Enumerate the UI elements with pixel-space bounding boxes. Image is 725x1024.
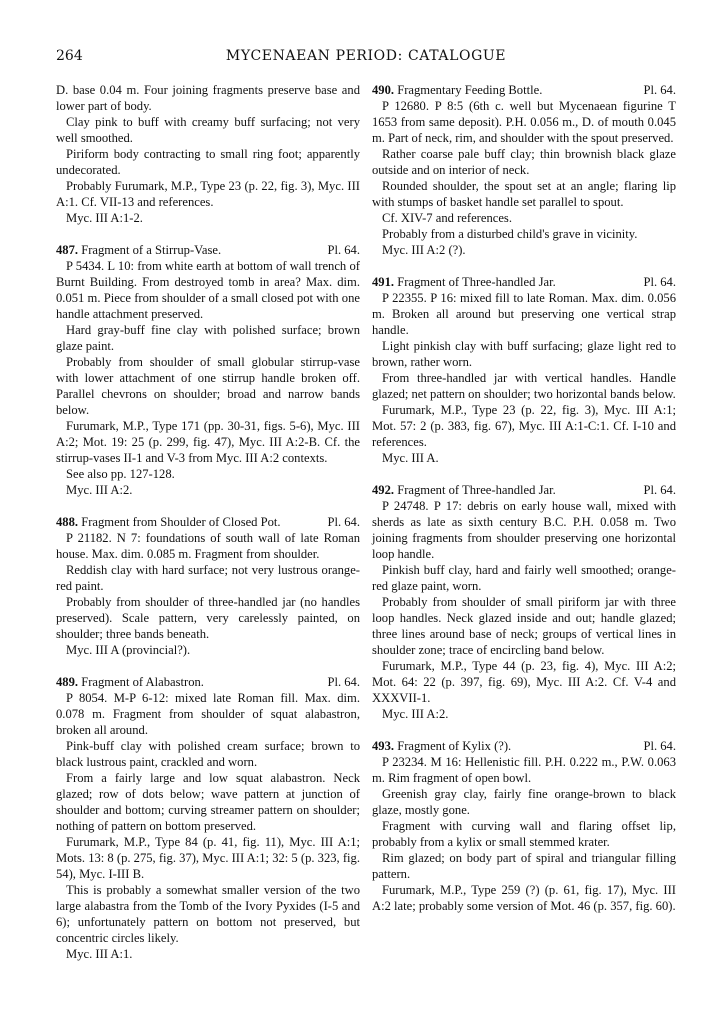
entry-heading	[372, 82, 676, 98]
entry-paragraph: Rather coarse pale buff clay; thin brownish black glaze outside and on interior of neck.	[372, 147, 676, 177]
entry-paragraph: Furumark, M.P., Type 171 (pp. 30-31, figs. 5-6), Myc. III A:2; Mot. 19: 25 (p. 299, fig. 47), Myc. III A:2-B. Cf. the stirrup-vases II-1 and V-3 from Myc. III A:2 contexts.	[56, 419, 360, 465]
entry-paragraph: Furumark, M.P., Type 44 (p. 23, fig. 4), Myc. III A:2; Mot. 64: 22 (p. 397, fig. 69), Myc. III A:2. Cf. V-4 and XXXVII-1.	[372, 659, 676, 705]
catalogue-entry-488	[56, 514, 360, 658]
catalogue-entry-490	[372, 82, 676, 258]
entry-paragraph: Myc. III A:1.	[66, 947, 133, 961]
entry-paragraph: Probably from shoulder of small piriform jar with three loop handles. Neck glazed inside and out; handle glazed; three lines around base of neck; groups of vertical lines in shoulder zone; trace of encircling band below.	[372, 595, 676, 657]
entry-title: Fragmentary Feeding Bottle.	[394, 83, 543, 97]
running-head: MYCENAEAN PERIOD: CATALOGUE	[225, 48, 507, 64]
plate-reference: Pl. 64.	[327, 515, 360, 529]
entry-paragraph: Cf. XIV-7 and references.	[382, 211, 512, 225]
entry-paragraph: Myc. III A:1-2.	[66, 211, 143, 225]
catalogue-entry-487	[56, 242, 360, 498]
entry-heading	[56, 514, 360, 530]
entry-number: 493.	[372, 739, 395, 753]
entry-paragraph: Probably from shoulder of three-handled jar (no handles preserved). Scale pattern, very carelessly painted, on shoulder; three bands beneath.	[56, 595, 360, 641]
entry-heading	[372, 482, 676, 498]
entry-paragraph: Myc. III A (provincial?).	[66, 643, 191, 657]
entry-paragraph: Pink-buff clay with polished cream surface; brown to black lustrous paint, crackled and worn.	[56, 739, 360, 769]
entry-paragraph: From a fairly large and low squat alabastron. Neck glazed; row of dots below; wave pattern at junction of shoulder and bottom; curving streamer pattern on shoulder; nothing of pattern on bottom preserved.	[56, 771, 360, 833]
plate-reference: Pl. 64.	[327, 675, 360, 689]
continued-entry	[56, 82, 360, 226]
entry-number: 487.	[56, 243, 79, 257]
entry-title: Fragment of Kylix (?).	[394, 739, 512, 753]
catalogue-entry-493	[372, 738, 676, 914]
catalogue-entry-489	[56, 674, 360, 962]
entry-heading	[372, 274, 676, 290]
entry-number: 491.	[372, 275, 395, 289]
entry-paragraph: P 5434. L 10: from white earth at bottom of wall trench of Burnt Building. From destroyed tomb in area? Max. dim. 0.051 m. Piece from shoulder of a small closed pot with one handle attachment preserved.	[56, 259, 360, 321]
entry-paragraph: Reddish clay with hard surface; not very lustrous orange-red paint.	[56, 563, 360, 593]
entry-title: Fragment of Three-handled Jar.	[394, 275, 556, 289]
entry-paragraph: P 23234. M 16: Hellenistic fill. P.H. 0.222 m., P.W. 0.063 m. Rim fragment of open bowl.	[372, 755, 676, 785]
entry-paragraph: Light pinkish clay with buff surfacing; glaze light red to brown, rather worn.	[372, 339, 676, 369]
plate-reference: Pl. 64.	[643, 483, 676, 497]
entry-paragraph: This is probably a somewhat smaller version of the two large alabastra from the Tomb of the Ivory Pyxides (I-5 and 6); unfortunately pattern on bottom not preserved, but concentric circles likely.	[56, 883, 360, 945]
entry-paragraph: Probably from a disturbed child's grave in vicinity.	[382, 227, 638, 241]
entry-paragraph: Furumark, M.P., Type 84 (p. 41, fig. 11), Myc. III A:1; Mots. 13: 8 (p. 275, fig. 37), Myc. III A:1; 32: 5 (p. 323, fig. 54), Myc. I-III B.	[56, 835, 360, 881]
entry-paragraph: Furumark, M.P., Type 23 (p. 22, fig. 3), Myc. III A:1; Mot. 57: 2 (p. 383, fig. 67), Myc. III A:1-C:1. Cf. I-10 and references.	[372, 403, 676, 449]
entry-paragraph: Hard gray-buff fine clay with polished surface; brown glaze paint.	[56, 323, 360, 353]
entry-paragraph: Greenish gray clay, fairly fine orange-brown to black glaze, mostly gone.	[372, 787, 676, 817]
plate-reference: Pl. 64.	[327, 243, 360, 257]
entry-paragraph: Myc. III A:2.	[66, 483, 133, 497]
entry-paragraph: Myc. III A.	[382, 451, 439, 465]
entry-heading	[372, 738, 676, 754]
entry-title: Fragment of a Stirrup-Vase.	[78, 243, 222, 257]
entry-number: 489.	[56, 675, 79, 689]
plate-reference: Pl. 64.	[643, 83, 676, 97]
entry-paragraph: P 12680. P 8:5 (6th c. well but Mycenaean figurine T 1653 from same deposit). P.H. 0.056 m., D. of mouth 0.045 m. Part of neck, rim, and shoulder with the spout preserved.	[372, 99, 676, 145]
entry-paragraph: From three-handled jar with vertical handles. Handle glazed; net pattern on shoulder; two horizontal bands below.	[372, 371, 676, 401]
entry-paragraph: Pinkish buff clay, hard and fairly well smoothed; orange-red glaze paint, worn.	[372, 563, 676, 593]
entry-paragraph: Probably from shoulder of small globular stirrup-vase with lower attachment of one stirrup handle broken off. Parallel chevrons on shoulder; broad and narrow bands below.	[56, 355, 360, 417]
entry-heading	[56, 674, 360, 690]
entry-paragraph: Fragment with curving wall and flaring offset lip, probably from a kylix or small stemmed krater.	[372, 819, 676, 849]
entry-paragraph: Myc. III A:2.	[382, 707, 449, 721]
entry-title: Fragment from Shoulder of Closed Pot.	[78, 515, 281, 529]
entry-number: 488.	[56, 515, 79, 529]
plate-reference: Pl. 64.	[643, 739, 676, 753]
entry-paragraph: P 24748. P 17: debris on early house wall, mixed with sherds as late as sixth century B.C. P.H. 0.058 m. Two joining fragments from shoulder preserving one horizontal loop handle.	[372, 499, 676, 561]
plate-reference: Pl. 64.	[643, 275, 676, 289]
entry-paragraph: Rim glazed; on body part of spiral and triangular filling pattern.	[372, 851, 676, 881]
catalogue-entry-492	[372, 482, 676, 722]
entry-paragraph: Myc. III A:2 (?).	[382, 243, 466, 257]
entry-paragraph: See also pp. 127-128.	[66, 467, 175, 481]
entry-paragraph: Piriform body contracting to small ring foot; apparently undecorated.	[56, 147, 360, 177]
entry-paragraph: P 22355. P 16: mixed fill to late Roman. Max. dim. 0.056 m. Broken all around but preserving one vertical strap handle.	[372, 291, 676, 337]
page-number: 264	[56, 48, 83, 64]
entry-paragraph: Furumark, M.P., Type 259 (?) (p. 61, fig. 17), Myc. III A:2 late; probably some version of Mot. 46 (p. 357, fig. 60).	[372, 883, 676, 913]
entry-paragraph: Rounded shoulder, the spout set at an angle; flaring lip with stumps of basket handle set parallel to spout.	[372, 179, 676, 209]
entry-number: 490.	[372, 83, 395, 97]
catalogue-entry-491	[372, 274, 676, 466]
right-column	[372, 82, 676, 914]
entry-heading	[56, 242, 360, 258]
entry-paragraph: Probably Furumark, M.P., Type 23 (p. 22, fig. 3), Myc. III A:1. Cf. VII-13 and references.	[56, 179, 360, 209]
entry-title: Fragment of Alabastron.	[78, 675, 204, 689]
entry-paragraph: P 8054. M-P 6-12: mixed late Roman fill. Max. dim. 0.078 m. Fragment from shoulder of squat alabastron, broken all around.	[56, 691, 360, 737]
left-column	[56, 82, 360, 962]
entry-paragraph: Clay pink to buff with creamy buff surfacing; not very well smoothed.	[56, 115, 360, 145]
entry-paragraph: P 21182. N 7: foundations of south wall of late Roman house. Max. dim. 0.085 m. Fragment from shoulder.	[56, 531, 360, 561]
entry-paragraph: D. base 0.04 m. Four joining fragments preserve base and lower part of body.	[56, 83, 360, 113]
page-header	[56, 48, 676, 70]
entry-title: Fragment of Three-handled Jar.	[394, 483, 556, 497]
entry-number: 492.	[372, 483, 395, 497]
